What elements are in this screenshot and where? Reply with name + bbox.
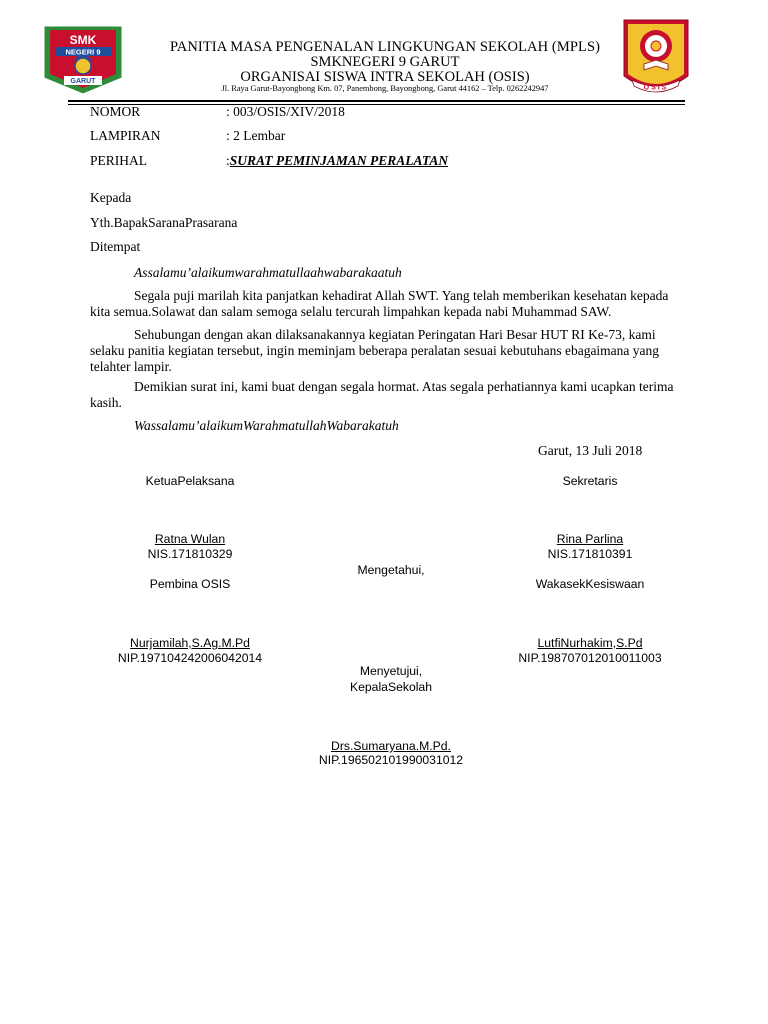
letterhead-divider-thin bbox=[68, 104, 685, 105]
letterhead-address: Jl. Raya Garut-Bayongbong Km. 07, Panembong, Bayongbong, Garut 44162 – Telp. 0262242947 bbox=[221, 84, 549, 93]
ketua-role: KetuaPelaksana bbox=[145, 474, 235, 488]
perihal-colon: : bbox=[226, 153, 230, 168]
sekretaris-name: Rina Parlina bbox=[556, 532, 624, 546]
sekretaris-id: NIS.171810391 bbox=[547, 547, 633, 561]
recipient-kepada: Kepada bbox=[90, 190, 132, 205]
letterhead-divider bbox=[68, 100, 685, 102]
logo-left-top-text: SMK bbox=[69, 33, 97, 47]
recipient-place: Ditempat bbox=[90, 239, 141, 254]
kepsek-id: NIP.196502101990031012 bbox=[318, 753, 464, 767]
lampiran-label: LAMPIRAN bbox=[90, 128, 161, 143]
recipient-name: Yth.BapakSaranaPrasarana bbox=[90, 215, 238, 230]
letterhead-line2: SMKNEGERI 9 GARUT bbox=[310, 54, 460, 70]
body-paragraph-2: Sehubungan dengan akan dilaksanakannya kegiatan Peringatan Hari Besar HUT RI Ke-73, kami selaku panitia kegiatan tersebut, ingin meminjam beberapa peralatan sesuai kebutuhans ebagaimana yang telahter lampir. bbox=[90, 327, 660, 374]
sekretaris-role: Sekretaris bbox=[562, 474, 618, 488]
logo-left-bottom-text: GARUT bbox=[70, 78, 96, 85]
mengetahui-label: Mengetahui, bbox=[357, 563, 425, 577]
closing-greeting: Wassalamu’alaikumWarahmatullahWabarakatuh bbox=[134, 418, 399, 433]
perihal-label: PERIHAL bbox=[90, 153, 147, 168]
pembina-id: NIP.197104242006042014 bbox=[117, 651, 263, 665]
wakasek-name: LutfiNurhakim,S.Pd bbox=[537, 636, 643, 650]
nomor-label: NOMOR bbox=[90, 104, 141, 119]
body-paragraph-3: Demikian surat ini, kami buat dengan segala hormat. Atas segala perhatiannya kami ucapkan terima kasih. bbox=[90, 379, 674, 410]
ketua-name: Ratna Wulan bbox=[154, 532, 226, 546]
wakasek-id: NIP.198707012010011003 bbox=[518, 651, 662, 665]
ketua-id: NIS.171810329 bbox=[147, 547, 233, 561]
pembina-role: Pembina OSIS bbox=[149, 577, 231, 591]
wakasek-role: WakasekKesiswaan bbox=[535, 577, 645, 591]
kepsek-name: Drs.Sumaryana.M.Pd. bbox=[331, 739, 451, 753]
logo-right-text: OSIS bbox=[643, 84, 669, 92]
perihal-field bbox=[226, 153, 448, 169]
greeting: Assalamu’alaikumwarahmatullaahwabarakaatuh bbox=[134, 265, 402, 280]
letter-date: Garut, 13 Juli 2018 bbox=[538, 443, 643, 458]
letterhead-line3: ORGANISAI SISWA INTRA SEKOLAH (OSIS) bbox=[240, 69, 530, 85]
nomor-value: : 003/OSIS/XIV/2018 bbox=[226, 104, 345, 119]
kepsek-role: KepalaSekolah bbox=[350, 680, 432, 694]
pembina-name: Nurjamilah,S.Ag.M.Pd bbox=[130, 636, 250, 650]
perihal-value: SURAT PEMINJAMAN PERALATAN bbox=[229, 153, 449, 168]
logo-left-middle-text: NEGERI 9 bbox=[65, 47, 101, 57]
smk-logo bbox=[42, 24, 124, 96]
lampiran-value: : 2 Lembar bbox=[226, 128, 286, 143]
letterhead-line1: PANITIA MASA PENGENALAN LINGKUNGAN SEKOLAH (MPLS) bbox=[169, 39, 601, 55]
menyetujui-label: Menyetujui, bbox=[359, 664, 423, 678]
body-paragraph-1: Segala puji marilah kita panjatkan kehadirat Allah SWT. Yang telah memberikan kesehatan kepada kita semua.Solawat dan salam semoga selalu tercurah limpahkan kepada nabi Muhammad SAW. bbox=[90, 288, 669, 319]
